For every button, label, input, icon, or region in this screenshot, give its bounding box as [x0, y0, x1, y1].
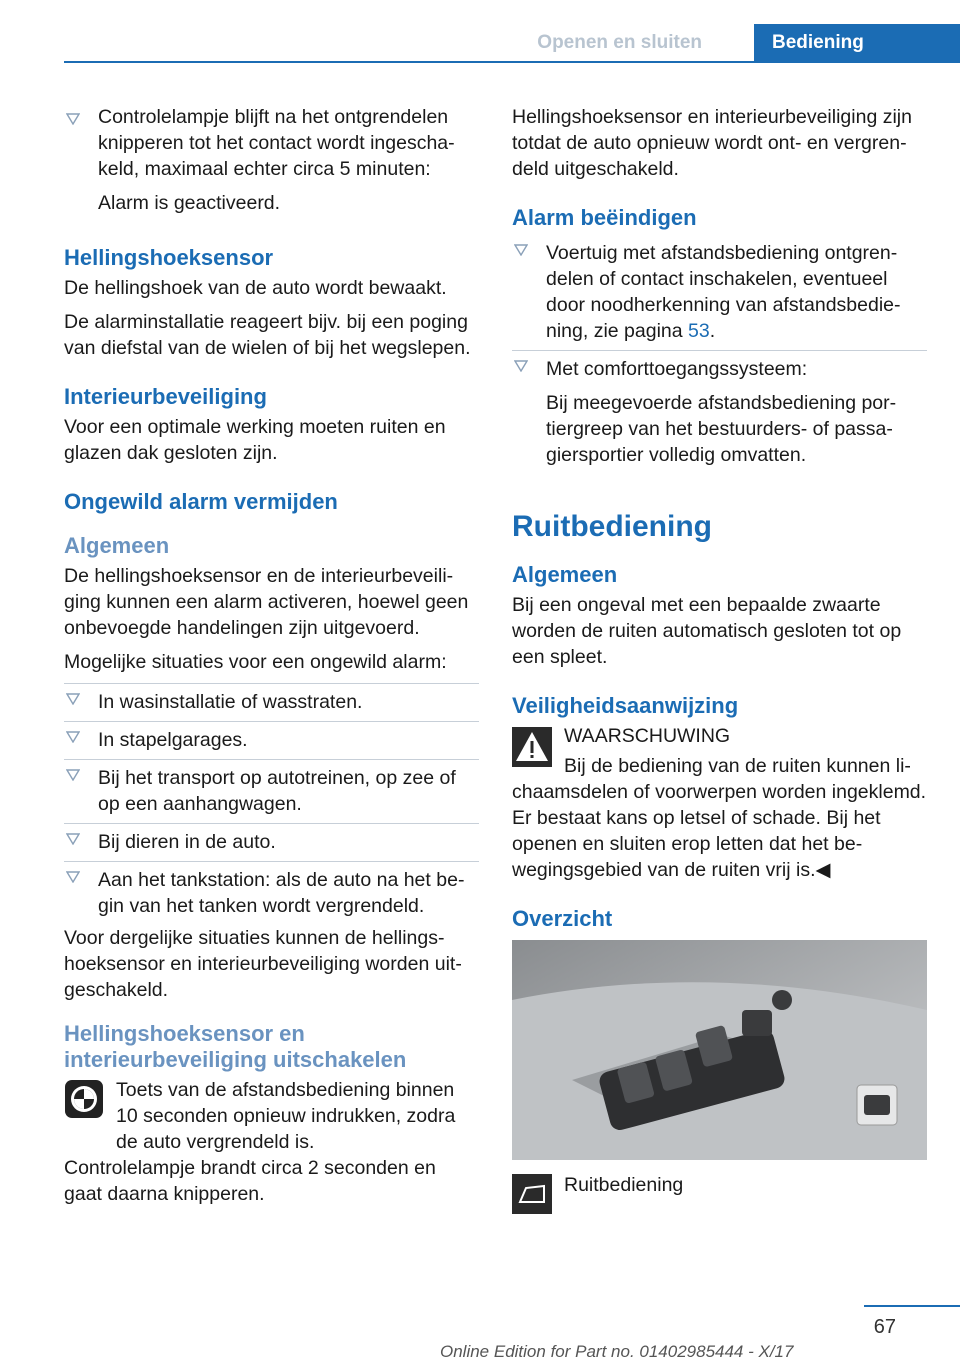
- warning-label: WAARSCHUWING: [564, 725, 731, 747]
- page-link[interactable]: 53: [688, 320, 710, 342]
- warning-block: [512, 723, 927, 749]
- remote-key-instruction: [64, 1077, 479, 1155]
- list-item-text: .: [709, 320, 716, 342]
- paragraph: De hellingshoek van de auto wordt bewaakt.: [64, 277, 447, 299]
- paragraph: Hellingshoeksensor en interieurbeveiliging zijn totdat de auto opnieuw wordt ont- en vergrendeld uitgeschakeld.: [512, 106, 912, 180]
- heading-safety: Veiligheidsaanwijzing: [512, 693, 739, 718]
- heading-overview: Overzicht: [512, 906, 613, 931]
- paragraph: Mogelijke situaties voor een ongewild alarm:: [64, 651, 447, 673]
- list-item: [64, 760, 479, 824]
- list-item-subtext: Bij meegevoerde afstandsbediening portiergreep van het bestuurders- of passagiersportier volledig omvatten.: [546, 392, 897, 466]
- list-item: [512, 351, 927, 474]
- triangle-bullet-icon: [66, 871, 80, 883]
- window-switch-photo: [512, 940, 927, 1160]
- list-item: [64, 684, 479, 722]
- triangle-bullet-icon: [514, 244, 528, 256]
- list-item: [64, 722, 479, 760]
- list-item: [64, 104, 479, 222]
- triangle-bullet-icon: [514, 360, 528, 372]
- list-item-text: In stapelgarages.: [98, 729, 248, 751]
- situation-list: [64, 683, 479, 925]
- paragraph: Controlelampje brandt circa 2 seconden en gaat daarna knipperen.: [64, 1157, 436, 1205]
- heading-unwanted-alarm: Ongewild alarm vermijden: [64, 489, 338, 514]
- edition-note: Online Edition for Part no. 01402985444 - X/17: [440, 1342, 794, 1361]
- list-item: [512, 235, 927, 351]
- list-item-text: In wasinstallatie of wasstraten.: [98, 691, 363, 713]
- heading-interior-protection: Interieurbeveiliging: [64, 384, 267, 409]
- subheading-general: Algemeen: [512, 562, 618, 587]
- triangle-bullet-icon: [66, 693, 80, 705]
- caption: Ruitbediening: [564, 1174, 684, 1196]
- header-rule: [64, 61, 960, 63]
- paragraph: De alarminstallatie reageert bijv. bij een poging van diefstal van de wielen of bij het wegslepen.: [64, 311, 471, 359]
- page-number: 67: [873, 1316, 896, 1338]
- list-item-text: Met comforttoegangssysteem:: [546, 358, 808, 380]
- paragraph: Toets van de afstandsbediening binnen 10 seconden opnieuw indrukken, zodra de auto vergrendeld is.: [116, 1079, 456, 1153]
- window-switch-icon: [512, 1174, 552, 1214]
- triangle-bullet-icon: [66, 833, 80, 845]
- caption-row: [512, 1172, 927, 1228]
- heading-end-alarm: Alarm beëindigen: [512, 205, 697, 230]
- bmw-key-icon: [64, 1079, 104, 1119]
- triangle-bullet-icon: [66, 769, 80, 781]
- paragraph: De hellingshoeksensor en de interieurbeveiliging kunnen een alarm activeren, hoewel geen onbevoegde handelingen zijn uitgevoerd.: [64, 565, 469, 639]
- warning-text: Bij de bediening van de ruiten kunnen lichaamsdelen of voorwerpen worden ingeklemd. Er bestaat kans op letsel of schade. Bij het openen en sluiten erop letten dat het bewegingsgebied van de ruiten vrij is.◀: [512, 755, 927, 881]
- heading-tilt-sensor: Hellingshoeksensor: [64, 245, 274, 270]
- end-alarm-list: [512, 235, 927, 474]
- list-item-text: Bij dieren in de auto.: [98, 831, 276, 853]
- list-item: [64, 824, 479, 862]
- subheading-general: Algemeen: [64, 533, 170, 558]
- list-item-text: Controlelampje blijft na het ontgrendelen knipperen tot het contact wordt ingeschakeld, maximaal echter circa 5 minuten:: [98, 106, 455, 180]
- footer-rule: [864, 1305, 960, 1307]
- left-column: [64, 104, 479, 1215]
- list-item-text: Voertuig met afstandsbediening ontgrendelen of contact inschakelen, eventueel door noodherkenning van afstandsbediening, zie pagina: [546, 242, 901, 342]
- heading-disable: Hellingshoeksensor en interieurbeveiliging uitschakelen: [64, 1021, 407, 1072]
- paragraph: Voor een optimale werking moeten ruiten en glazen dak gesloten zijn.: [64, 416, 446, 464]
- header-section-active: Bediening: [754, 24, 960, 62]
- list-item-subtext: Alarm is geactiveerd.: [98, 192, 281, 214]
- warning-icon: [512, 727, 552, 767]
- heading-window-control: Ruitbediening: [512, 510, 712, 543]
- triangle-bullet-icon: [66, 731, 80, 743]
- header-section-inactive: Openen en sluiten: [537, 32, 702, 53]
- paragraph: Bij een ongeval met een bepaalde zwaarte worden de ruiten automatisch gesloten tot op een spleet.: [512, 594, 902, 668]
- right-column: [512, 104, 927, 1228]
- list-item: [64, 862, 479, 925]
- paragraph: Voor dergelijke situaties kunnen de hellingshoeksensor en interieurbeveiliging worden uitgeschakeld.: [64, 927, 462, 1001]
- triangle-bullet-icon: [66, 113, 80, 125]
- list-item-text: Aan het tankstation: als de auto na het begin van het tanken wordt vergrendeld.: [98, 869, 465, 917]
- list-item-text: Bij het transport op autotreinen, op zee of op een aanhangwagen.: [98, 767, 456, 815]
